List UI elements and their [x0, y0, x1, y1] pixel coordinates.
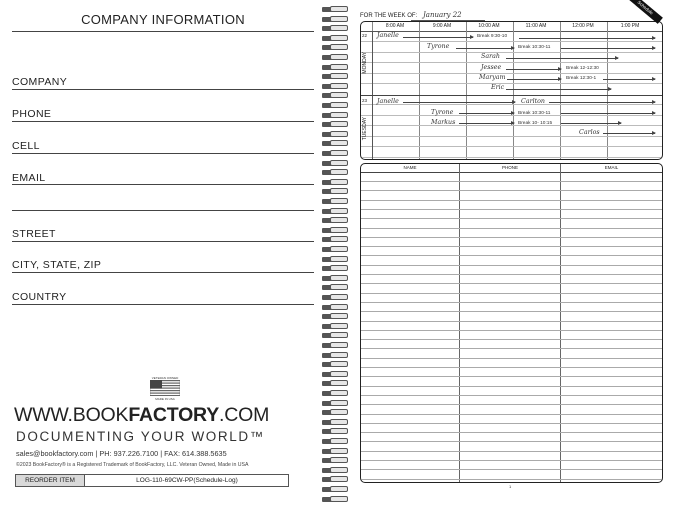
directory-row[interactable] [361, 404, 662, 405]
contact-directory-table [360, 163, 663, 483]
copyright-text: ©2023 BookFactory® is a Registered Trademark of BookFactory, LLC. Veteran Owned, Made in USA [16, 462, 249, 468]
directory-row[interactable] [361, 330, 662, 331]
directory-row[interactable] [361, 479, 662, 480]
cell-field[interactable] [12, 153, 314, 154]
flag-graphic [150, 380, 180, 396]
spiral-ring [322, 438, 348, 445]
entry-janelle-tue: Janelle [377, 98, 399, 105]
spiral-ring [322, 246, 348, 253]
spiral-ring [322, 361, 348, 368]
grid-line [419, 22, 420, 159]
flag-top-text: VETERAN OWNED [151, 376, 179, 380]
week-value[interactable]: January 22 [423, 11, 462, 19]
column-divider [560, 164, 561, 482]
field-label-email: EMAIL [12, 172, 46, 184]
spiral-ring [322, 35, 348, 42]
directory-row[interactable] [361, 293, 662, 294]
spiral-ring [322, 352, 348, 359]
spiral-ring [322, 313, 348, 320]
entry-eric-mon: Eric [491, 84, 505, 91]
field-label-street: STREET [12, 228, 56, 240]
spiral-ring [322, 332, 348, 339]
monday-label: MONDAY [362, 52, 368, 74]
spiral-ring [322, 92, 348, 99]
spiral-ring [322, 179, 348, 186]
entry-carlton-tue: Carlton [521, 98, 545, 105]
hour-12pm: 12:00 PM [572, 23, 594, 29]
spiral-ring [322, 121, 348, 128]
entry-jessee-mon: Jessee [481, 64, 502, 71]
arrow-icon [459, 123, 514, 124]
directory-row[interactable] [361, 367, 662, 368]
spiral-ring [322, 16, 348, 23]
column-header-phone: PHONE [501, 165, 518, 170]
spiral-ring [322, 169, 348, 176]
street-field[interactable] [12, 241, 314, 242]
arrow-icon [403, 102, 515, 103]
entry-sarah-mon: Sarah [481, 53, 500, 60]
spiral-ring [322, 486, 348, 493]
spiral-binding [318, 0, 353, 507]
hour-header [361, 22, 662, 32]
company-field[interactable] [12, 89, 314, 90]
monday-date: 22 [362, 33, 368, 38]
schedule-row-line [361, 62, 662, 63]
schedule-row-line [361, 104, 662, 105]
directory-row[interactable] [361, 358, 662, 359]
week-label: FOR THE WEEK OF: [360, 13, 418, 19]
arrow-icon [561, 48, 655, 49]
column-header-name: NAME [403, 165, 417, 170]
spiral-ring [322, 83, 348, 90]
directory-row[interactable] [361, 432, 662, 433]
directory-row[interactable] [361, 414, 662, 415]
hour-8am: 8:00 AM [385, 23, 405, 29]
spiral-ring [322, 25, 348, 32]
field-label-cell: CELL [12, 140, 40, 152]
directory-header [361, 164, 662, 173]
spiral-ring [322, 150, 348, 157]
directory-row[interactable] [361, 423, 662, 424]
schedule-log-page [353, 0, 679, 507]
entry-break-mon-4: Break 12:30-1 [566, 76, 597, 81]
spiral-ring [322, 496, 348, 503]
spiral-ring [322, 227, 348, 234]
spiral-ring [322, 428, 348, 435]
spiral-ring [322, 217, 348, 224]
directory-row[interactable] [361, 386, 662, 387]
spiral-ring [322, 284, 348, 291]
field-label-city-state-zip: CITY, STATE, ZIP [12, 259, 102, 271]
directory-row[interactable] [361, 311, 662, 312]
hour-9am: 9:00 AM [432, 23, 452, 29]
directory-row[interactable] [361, 246, 662, 247]
entry-break-mon-2: Break 10:30-11 [518, 45, 551, 50]
arrow-icon [506, 69, 561, 70]
directory-row[interactable] [361, 200, 662, 201]
spiral-ring [322, 73, 348, 80]
schedule-corner-tab: Schedule [627, 0, 663, 24]
title-rule [12, 31, 314, 32]
arrow-icon [459, 113, 514, 114]
spiral-ring [322, 64, 348, 71]
tuesday-label: TUESDAY [362, 117, 368, 141]
directory-row[interactable] [361, 469, 662, 470]
directory-row[interactable] [361, 395, 662, 396]
phone-field[interactable] [12, 121, 314, 122]
schedule-row-line [361, 41, 662, 42]
entry-janelle-mon: Janelle [377, 32, 399, 39]
spiral-ring [322, 198, 348, 205]
tuesday-date: 23 [362, 98, 368, 103]
us-flag-icon [150, 376, 180, 400]
directory-row[interactable] [361, 451, 662, 452]
reorder-value: LOG-110-69CW-PP(Schedule-Log) [136, 477, 238, 484]
grid-line [513, 22, 514, 159]
entry-carlos-tue: Carlos [579, 129, 600, 136]
spiral-ring [322, 457, 348, 464]
arrow-icon [549, 102, 655, 103]
hour-10am: 10:00 AM [478, 23, 500, 29]
spiral-ring [322, 160, 348, 167]
entry-break-tue-1: Break 10:30-11 [518, 111, 551, 116]
email-field-line2[interactable] [12, 210, 314, 211]
grid-line [560, 22, 561, 159]
directory-row[interactable] [361, 237, 662, 238]
hour-1pm: 1:00 PM [620, 23, 640, 29]
spiral-ring [322, 448, 348, 455]
directory-row[interactable] [361, 228, 662, 229]
spiral-ring [322, 476, 348, 483]
entry-break-tue-2: Break 10- 10:15 [518, 121, 553, 126]
contact-line: sales@bookfactory.com | PH: 937.226.7100 | FAX: 614.388.5635 [16, 449, 227, 458]
spiral-ring [322, 390, 348, 397]
country-field[interactable] [12, 304, 314, 305]
arrow-icon [561, 123, 621, 124]
field-label-phone: PHONE [12, 108, 52, 120]
spiral-ring [322, 256, 348, 263]
arrow-icon [506, 58, 618, 59]
directory-row[interactable] [361, 265, 662, 266]
day-divider [361, 95, 662, 96]
schedule-row-line [361, 73, 662, 74]
field-label-company: COMPANY [12, 76, 68, 88]
spiral-ring [322, 236, 348, 243]
directory-row[interactable] [361, 460, 662, 461]
hour-11am: 11:00 AM [525, 23, 547, 29]
entry-tyrone-tue: Tyrone [431, 109, 454, 116]
schedule-row-line [361, 83, 662, 84]
entry-break-mon-1: Break 9:30-10 [477, 34, 508, 39]
entry-break-mon-3: Break 12-12:30 [566, 66, 599, 71]
grid-line [466, 22, 467, 159]
schedule-grid [360, 21, 663, 160]
spiral-ring [322, 188, 348, 195]
directory-row[interactable] [361, 209, 662, 210]
directory-row[interactable] [361, 339, 662, 340]
brand-bold: FACTORY [128, 404, 220, 426]
schedule-row-line [361, 146, 662, 147]
arrow-icon [403, 37, 473, 38]
arrow-icon [507, 79, 561, 80]
directory-row[interactable] [361, 255, 662, 256]
directory-row[interactable] [361, 348, 662, 349]
email-field[interactable] [12, 184, 314, 185]
spiral-ring [322, 102, 348, 109]
spiral-ring [322, 419, 348, 426]
tagline: DOCUMENTING YOUR WORLD™ [16, 429, 265, 444]
arrow-icon [506, 89, 611, 90]
arrow-icon [603, 133, 655, 134]
brand-prefix: WWW.BOOK [14, 404, 129, 426]
directory-row[interactable] [361, 181, 662, 182]
city-state-zip-field[interactable] [12, 272, 314, 273]
field-label-country: COUNTRY [12, 291, 67, 303]
schedule-row-line [361, 125, 662, 126]
spiral-ring [322, 44, 348, 51]
spiral-ring [322, 265, 348, 272]
directory-row[interactable] [361, 190, 662, 191]
spiral-ring [322, 6, 348, 13]
spiral-ring [322, 371, 348, 378]
spiral-ring [322, 275, 348, 282]
spiral-ring [322, 112, 348, 119]
spiral-ring [322, 54, 348, 61]
entry-tyrone-mon: Tyrone [427, 43, 450, 50]
directory-row[interactable] [361, 302, 662, 303]
spiral-ring [322, 409, 348, 416]
column-divider [459, 164, 460, 482]
brand-logo-text [14, 404, 310, 427]
arrow-icon [519, 38, 655, 39]
entry-maryam-mon: Maryam [479, 74, 506, 81]
page-title: COMPANY INFORMATION [81, 12, 245, 27]
brand-suffix: .COM [219, 404, 270, 426]
arrow-icon [561, 113, 655, 114]
spiral-ring [322, 131, 348, 138]
spiral-ring [322, 380, 348, 387]
schedule-row-line [361, 52, 662, 53]
flag-bottom-text: MADE IN USA [155, 397, 175, 401]
spiral-ring [322, 208, 348, 215]
entry-markus-tue: Markus [431, 119, 456, 126]
page-number: 1 [509, 484, 512, 489]
spiral-ring [322, 467, 348, 474]
company-information-page [0, 0, 318, 507]
directory-row[interactable] [361, 283, 662, 284]
directory-row[interactable] [361, 274, 662, 275]
directory-row[interactable] [361, 376, 662, 377]
reorder-label: REORDER ITEM [16, 475, 85, 486]
directory-row[interactable] [361, 321, 662, 322]
column-header-email: EMAIL [604, 165, 619, 170]
arrow-icon [603, 79, 655, 80]
directory-row[interactable] [361, 218, 662, 219]
spiral-ring [322, 323, 348, 330]
spiral-ring [322, 140, 348, 147]
schedule-row-line [361, 136, 662, 137]
spiral-ring [322, 304, 348, 311]
directory-row[interactable] [361, 441, 662, 442]
schedule-row-line [361, 157, 662, 158]
spiral-ring [322, 400, 348, 407]
spiral-ring [322, 294, 348, 301]
reorder-box [15, 474, 289, 487]
spiral-ring [322, 342, 348, 349]
arrow-icon [456, 48, 514, 49]
